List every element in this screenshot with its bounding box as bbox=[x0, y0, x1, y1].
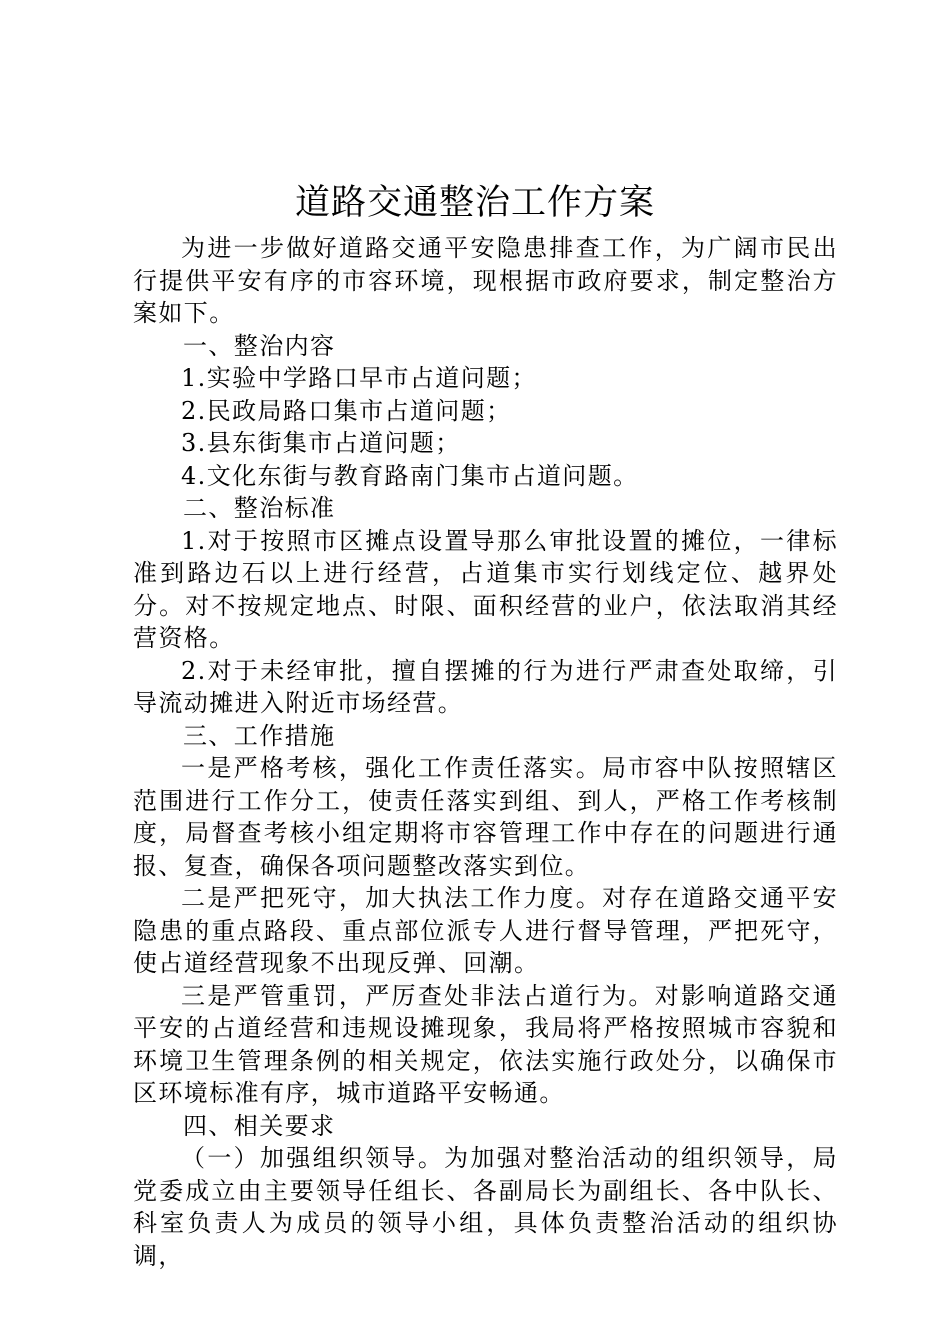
body-paragraph: 2.对于未经审批，擅自摆摊的行为进行严肃查处取缔，引导流动摊进入附近市场经营。 bbox=[133, 656, 838, 717]
list-item: 4.文化东街与教育路南门集市占道问题。 bbox=[181, 461, 639, 490]
section-heading: 二、整治标准 bbox=[183, 494, 336, 522]
list-item: 2.民政局路口集市占道问题； bbox=[181, 396, 512, 425]
body-paragraph: 1.对于按照市区摊点设置导那么审批设置的摊位，一律标准到路边石以上进行经营，占道集市实行划线定位、越界处分。对不按规定地点、时限、面积经营的业户，依法取消其经营资格。 bbox=[133, 526, 838, 652]
body-paragraph: 一是严格考核，强化工作责任落实。局市容中队按照辖区范围进行工作分工，使责任落实到组、到人，严格工作考核制度，局督查考核小组定期将市容管理工作中存在的问题进行通报、复查，确保各项问题整改落实到位。 bbox=[133, 754, 838, 880]
document-title: 道路交通整治工作方案 bbox=[294, 183, 655, 223]
document-body bbox=[133, 232, 838, 1272]
body-paragraph: 二是严把死守，加大执法工作力度。对存在道路交通平安隐患的重点路段、重点部位派专人进行督导管理，严把死守，使占道经营现象不出现反弹、回潮。 bbox=[133, 884, 838, 977]
list-item: 1.实验中学路口早市占道问题； bbox=[181, 364, 537, 392]
body-paragraph: 三是严管重罚，严厉查处非法占道行为。对影响道路交通平安的占道经营和违规设摊现象，我局将严格按照城市容貌和环境卫生管理条例的相关规定，依法实施行政处分，以确保市区环境标准有序，城市道路平安畅通。 bbox=[133, 981, 838, 1107]
list-item: 3.县东街集市占道问题； bbox=[181, 429, 461, 457]
section-heading: 四、相关要求 bbox=[183, 1111, 336, 1140]
body-paragraph: （一）加强组织领导。为加强对整治活动的组织领导，局党委成立由主要领导任组长、各副局长为副组长、各中队长、科室负责人为成员的领导小组，具体负责整治活动的组织协调， bbox=[133, 1144, 838, 1270]
section-heading: 三、工作措施 bbox=[183, 721, 336, 750]
intro-paragraph: 为进一步做好道路交通平安隐患排查工作，为广阔市民出行提供平安有序的市容环境，现根据市政府要求，制定整治方案如下。 bbox=[133, 234, 838, 327]
section-heading: 一、整治内容 bbox=[183, 331, 336, 360]
